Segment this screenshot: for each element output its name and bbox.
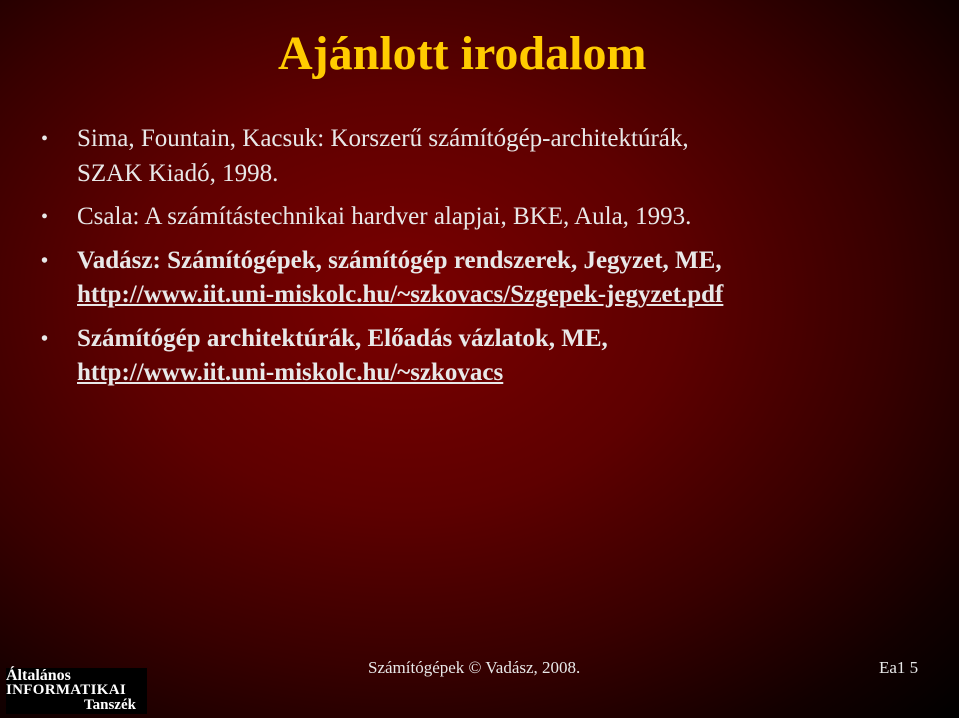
bullet-dot-icon: • (41, 206, 49, 228)
bullet-item (0, 122, 959, 191)
bullet-text: Csala: A számítástechnikai hardver alapjai, BKE, Aula, 1993. (77, 203, 692, 230)
footer-copyright: Számítógépek © Vadász, 2008. (368, 658, 581, 677)
bullet-dot-icon: • (41, 128, 49, 150)
logo-line: Tanszék (84, 697, 136, 713)
bullet-text: Vadász: Számítógépek, számítógép rendszerek, Jegyzet, ME, (77, 246, 722, 274)
department-logo (6, 668, 147, 714)
slide-title: Ajánlott irodalom (278, 27, 647, 80)
bullet-item (0, 200, 959, 235)
logo-line: INFORMATIKAI (6, 682, 126, 698)
bullet-list (0, 122, 959, 400)
bullet-item (0, 322, 959, 391)
bullet-item (0, 244, 959, 313)
bullet-dot-icon: • (41, 249, 49, 272)
slide-number: Ea1 5 (879, 658, 919, 677)
bullet-text: SZAK Kiadó, 1998. (77, 159, 279, 187)
jegyzet-pdf-link[interactable]: http://www.iit.uni-miskolc.hu/~szkovacs/Szgepek-jegyzet.pdf (77, 281, 724, 308)
logo-line: Általános (6, 667, 71, 684)
bullet-text: Számítógép architektúrák, Előadás vázlatok, ME, (77, 324, 608, 352)
szkovacs-homepage-link[interactable]: http://www.iit.uni-miskolc.hu/~szkovacs (77, 359, 504, 386)
bullet-dot-icon: • (41, 327, 49, 350)
bullet-text: Sima, Fountain, Kacsuk: Korszerű számítógép-architektúrák, (77, 125, 689, 152)
